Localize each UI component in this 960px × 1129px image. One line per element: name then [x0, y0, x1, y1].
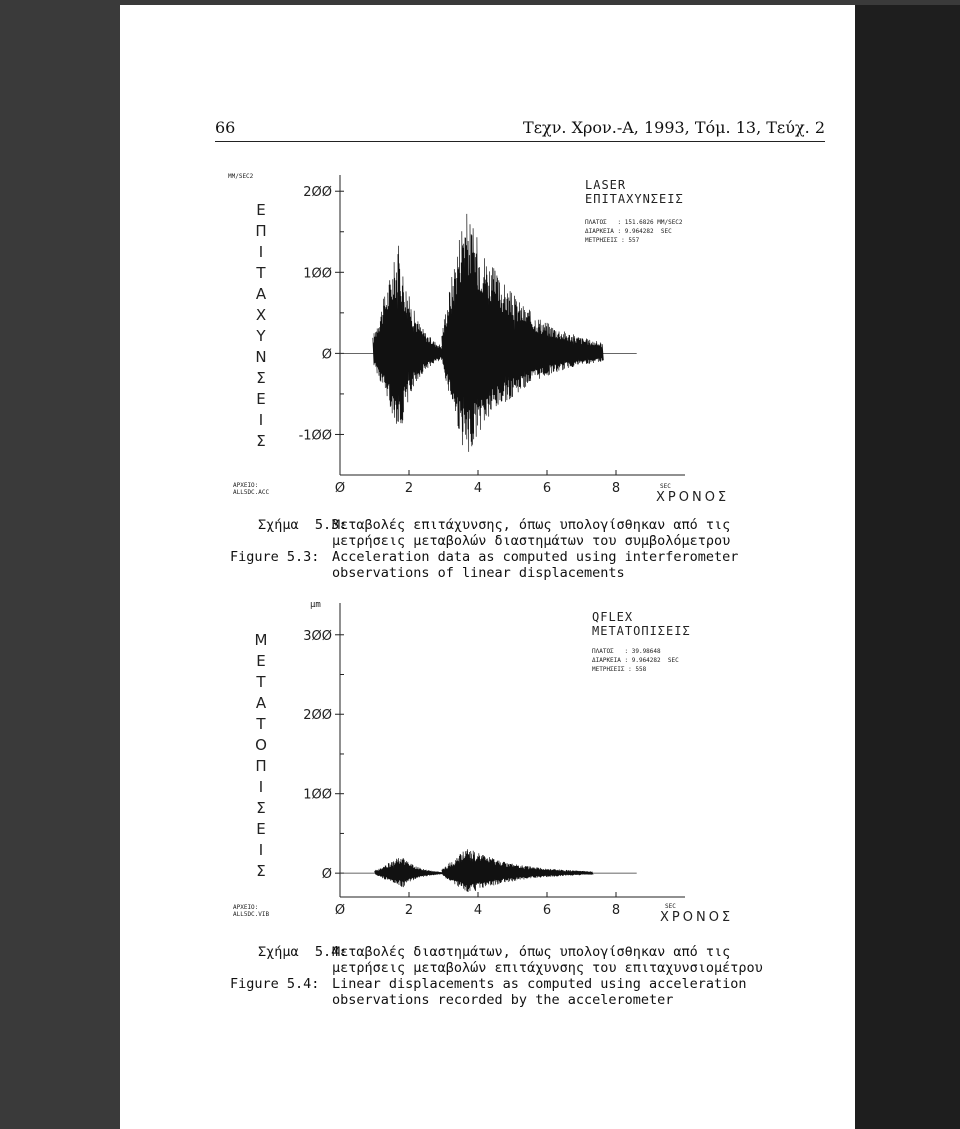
fig1-signal-burst [442, 214, 604, 452]
fig1-y-axis-letter: Τ [256, 264, 266, 282]
fig1-y-axis-letter: Σ [256, 369, 266, 387]
fig2-y-axis-letter: Ε [256, 820, 266, 838]
running-header [215, 118, 825, 140]
fig2-caption-en-line1: Linear displacements as computed using acceleration [332, 976, 747, 992]
fig2-y-unit: μm [310, 600, 321, 610]
fig2-y-tick-label: Ø [321, 867, 332, 883]
fig1-x-axis-label: ΧΡΟΝΟΣ [656, 490, 730, 505]
fig2-stats-line: ΠΛΑΤΟΣ : 39.98648 [592, 648, 661, 655]
fig1-y-axis-letter: Υ [256, 327, 266, 345]
header-rule [215, 141, 825, 142]
fig1-file-label: ΑΡΧΕΙΟ: ALL5DC.ACC [233, 482, 270, 496]
fig1-x-tick-label: 6 [542, 481, 552, 496]
fig1-y-axis-letter: Ι [258, 243, 264, 261]
fig2-x-tick-label: 4 [473, 903, 483, 918]
fig1-y-axis-letter: Ε [256, 390, 266, 408]
fig1-caption-label-gr: Σχήμα 5.3: [258, 517, 348, 533]
fig2-caption-en-line2: observations recorded by the accelerometer [332, 992, 674, 1008]
fig2-y-axis-letter: Μ [254, 631, 268, 649]
page-number: 66 [215, 118, 236, 137]
fig1-x-unit: SEC [660, 483, 671, 490]
fig1-x-tick-label: Ø [334, 481, 346, 496]
fig2-x-tick-label: 2 [404, 903, 414, 918]
fig2-x-axis-label: ΧΡΟΝΟΣ [660, 910, 734, 925]
fig1-x-tick-label: 4 [473, 481, 483, 496]
fig1-caption-gr-line1: Μεταβολές επιτάχυνσης, όπως υπολογίσθηκαν από τις [332, 517, 731, 533]
fig2-y-tick-label: 2ØØ [303, 708, 332, 724]
fig2-caption-gr-line1: Μεταβολές διαστημάτων, όπως υπολογίσθηκαν από τις [332, 944, 731, 960]
fig2-y-axis-letter: Ο [255, 736, 267, 754]
fig1-y-tick-label: 2ØØ [303, 185, 332, 201]
fig2-stats-line: ΜΕΤΡΗΣΕΙΣ : 558 [592, 666, 647, 673]
fig1-stats-line: ΜΕΤΡΗΣΕΙΣ : 557 [585, 237, 640, 244]
fig2-x-tick-label: 6 [542, 903, 552, 918]
fig1-x-tick-label: 2 [404, 481, 414, 496]
fig1-y-axis-letter: Ε [256, 201, 266, 219]
fig2-file-label: ΑΡΧΕΙΟ: ALL5DC.VIB [233, 904, 270, 918]
fig2-y-axis-letter: Π [255, 757, 267, 775]
fig1-signal-burst [373, 246, 443, 424]
fig1-stats-line: ΔΙΑΡΚΕΙΑ : 9.964282 SEC [585, 228, 672, 235]
fig1-y-axis-letter: Χ [255, 306, 267, 324]
fig2-signal-burst [442, 849, 593, 892]
fig2-caption-gr-line2: μετρήσεις μεταβολών επιτάχυνσης του επιταχυνσιομέτρου [332, 960, 763, 976]
fig2-y-axis-letter: Ι [258, 778, 264, 796]
fig2-y-axis-letter: Τ [256, 673, 266, 691]
fig2-x-unit: SEC [665, 903, 676, 910]
fig2-signal-burst [375, 858, 444, 887]
fig2-y-tick-label: 1ØØ [303, 787, 332, 803]
page-shadow [855, 5, 960, 1129]
fig2-y-tick-label: 3ØØ [303, 628, 332, 644]
fig2-stats-line: ΔΙΑΡΚΕΙΑ : 9.964282 SEC [592, 657, 679, 664]
fig2-caption-label-gr: Σχήμα 5.4: [258, 944, 348, 960]
fig2-y-axis-letter: Ι [258, 841, 264, 859]
fig2-y-axis-letter: Ε [256, 652, 266, 670]
fig1-caption-gr-line2: μετρήσεις μεταβολών διαστημάτων του συμβολόμετρου [332, 533, 731, 549]
fig1-caption-en-line1: Acceleration data as computed using interferometer [332, 549, 739, 565]
fig1-y-axis-label [252, 200, 270, 452]
fig2-caption-label-en: Figure 5.4: [230, 976, 320, 992]
fig1-y-axis-letter: Α [255, 285, 267, 303]
fig2-y-axis-letter: Α [255, 694, 267, 712]
fig1-y-axis-letter: Ι [258, 411, 264, 429]
fig1-x-tick-label: 8 [611, 481, 621, 496]
fig2-legend-title: QFLEX ΜΕΤΑΤΟΠΙΣΕΙΣ [592, 610, 691, 638]
fig2-x-tick-label: 8 [611, 903, 621, 918]
fig1-legend-title: LASER ΕΠΙΤΑΧΥΝΣΕΙΣ [585, 178, 684, 206]
fig1-y-axis-letter: Π [255, 222, 267, 240]
fig2-y-axis-letter: Τ [256, 715, 266, 733]
fig1-y-tick-label: -1ØØ [298, 428, 332, 444]
fig1-stats [585, 218, 683, 245]
fig1-y-unit: MM/SEC2 [228, 173, 254, 180]
fig2-y-axis-letter: Σ [256, 862, 266, 880]
fig1-y-axis-letter: Σ [256, 432, 266, 450]
fig1-y-tick-label: Ø [321, 347, 332, 363]
figure-5-4-chart [290, 595, 710, 925]
fig1-y-tick-label: 1ØØ [303, 266, 332, 282]
fig2-stats [592, 647, 679, 674]
fig2-y-axis-label [252, 630, 270, 882]
fig1-y-axis-letter: Ν [255, 348, 267, 366]
journal-reference: Τεχν. Χρον.-Α, 1993, Τόμ. 13, Τεύχ. 2 [523, 118, 825, 137]
fig2-x-tick-label: Ø [334, 903, 346, 918]
fig1-stats-line: ΠΛΑΤΟΣ : 151.6826 MM/SEC2 [585, 219, 683, 226]
figure-5-3-chart [290, 165, 710, 505]
fig2-y-axis-letter: Σ [256, 799, 266, 817]
fig1-caption-en-line2: observations of linear displacements [332, 565, 625, 581]
fig1-caption-label-en: Figure 5.3: [230, 549, 320, 565]
